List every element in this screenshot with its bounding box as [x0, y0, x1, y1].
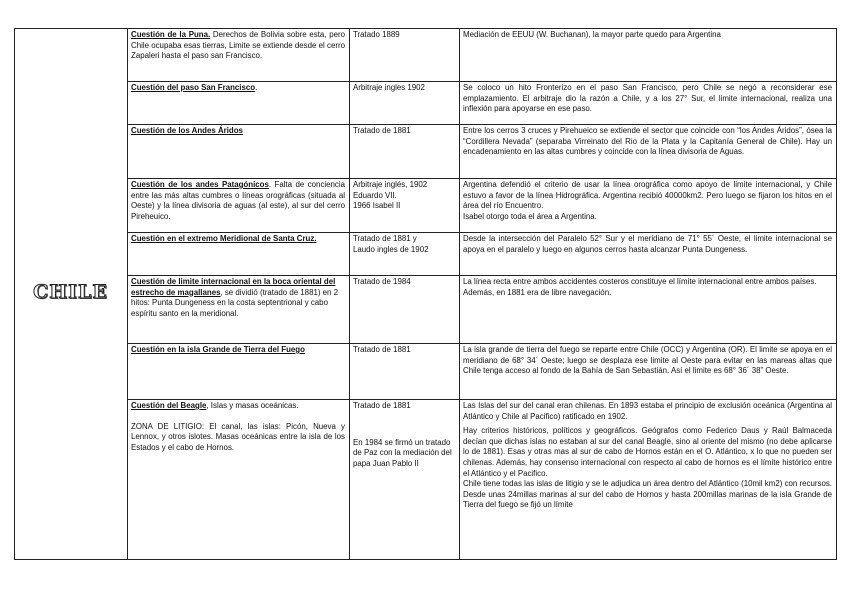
treaty-cell: [350, 29, 460, 82]
detail-text: Las Islas del sur del canal eran chilenas. En 1893 estaba el principio de exclusión oceánica (Argentina al Atlántico y Chile al Pacifico) ratificado en 1902.: [463, 401, 832, 421]
topic-description: .: [255, 83, 258, 92]
topic-title: Cuestión en la isla Grande de Tierra del Fuego: [131, 345, 305, 354]
treaty-line: Eduardo VII.: [353, 190, 397, 200]
topic-cell: [128, 29, 350, 82]
treaty-text: Tratado de 1881: [353, 126, 411, 135]
treaty-text: Tratado de 1881: [353, 345, 411, 354]
detail-text: Entre los cerros 3 cruces y Pirehueico se extiende el sector que coincide con “los Andes Áridos”, ósea la “Cordillera Nevada” (separaba Virreinato del Rio de la Plata y la Capitanía General de Chile). Hay un encadenamiento en las altas cumbres y coincide con la línea divisoria de Aguas.: [463, 126, 832, 157]
table-row: [15, 179, 837, 233]
topic-title: Cuestión del Beagle: [131, 401, 207, 410]
topic-title: Cuestión de limite internacional en la boca oriental del estrecho de magallanes: [131, 277, 336, 297]
treaty-text: Tratado de 1984: [353, 277, 411, 286]
treaty-cell: [350, 125, 460, 179]
topic-cell: [128, 125, 350, 179]
peace-treaty-text: En 1984 se firmó un tratado de Paz con la mediación del papa Juan Pablo II: [353, 437, 452, 468]
table-row: [15, 276, 837, 344]
detail-text: Argentina defendió el criterio de usar la línea orográfica como apoyo de limite internacional, y Chile estuvo a favor de la línea Hidrográfica. Argentina recibió 40000km2. Pero luego se fijaron los hitos en el área del río Encuentro.: [463, 180, 832, 211]
treaty-cell: [350, 400, 460, 560]
topic-title: Cuestión del paso San Francisco: [131, 83, 256, 92]
topic-description: . Falta de conciencia entre las más altas cumbres o líneas orográficas (situada al Oeste) y la línea divisoria de aguas (al este), al sur del cerro Pireheuico.: [131, 180, 346, 221]
detail-text: Mediación de EEUU (W. Buchanan), la mayor parte quedo para Argentina: [463, 30, 721, 39]
treaty-line: Tratado de 1881 y: [353, 234, 417, 243]
topic-cell: [128, 179, 350, 233]
detail-text: La isla grande de tierra del fuego se reparte entre Chile (OCC) y Argentina (OR). El limite se apoya en el meridiano de 68° 34´ Oeste; luego se desplaza ese limite al Oeste para evitar en las mareas altas que Chile tenga acceso al fondo de la Bahía de San Sebastián. Así el limite es 68° 36´ 38” Oeste.: [463, 345, 832, 376]
detail-cell: [460, 276, 837, 344]
detail-text: Isabel otorgo toda el área a Argentina.: [463, 211, 597, 221]
table-row: [15, 233, 837, 276]
treaty-text: Arbitraje ingles 1902: [353, 83, 425, 92]
topic-description: Derechos de Bolivia sobre esta, pero Chile ocupaba esas tierras, Limite se extiende desde el cerro Zapaleri hasta el paso san Francisco.: [131, 30, 345, 61]
detail-cell: [460, 29, 837, 82]
topic-cell: [128, 400, 350, 560]
treaty-line: Arbitraje inglés, 1902: [353, 180, 428, 189]
topic-description: , Islas y masas oceánicas.: [206, 401, 299, 410]
treaty-cell: [350, 276, 460, 344]
topic-cell: [128, 276, 350, 344]
country-cell: [15, 29, 128, 560]
topic-description: , se dividió (tratado de 1881) en 2 hitos: Punta Dungeness en la costa septentrional y cabo espíritu santo en la meridional.: [131, 287, 339, 318]
table-row: [15, 125, 837, 179]
topic-title: Cuestión de la Puna.: [131, 30, 211, 39]
country-label: CHILE: [33, 280, 108, 303]
table-row: [15, 29, 837, 82]
detail-cell: [460, 125, 837, 179]
detail-text: Hay criterios históricos, políticos y geográficos. Geógrafos como Federico Daus y Raúl Balmaceda decían que dichas islas no estaban al sur del canal Beagle, sino al oriente del mismo (no debe aplicarse lo de 1881). Esas y otras mas al sur de cabo de Hornos están en el O. Atlántico, x lo que no pueden ser chilenas. Además, hay consenso internacional con respecto al cabo de hornos es el límite histórico entre el Atlántico y el Pacifico.: [463, 426, 832, 478]
topic-cell: [128, 82, 350, 125]
treaty-text: Tratado 1889: [353, 30, 400, 39]
treaty-text: Tratado de 1881: [353, 401, 411, 410]
topic-title: Cuestión de los andes Patagónicos: [131, 180, 269, 189]
treaty-line: Laudo ingles de 1902: [353, 244, 429, 254]
detail-cell: [460, 179, 837, 233]
litigation-zone-text: ZONA DE LITIGIO: El canal, las islas: Picón, Nueva y Lennox, y otros islotes. Masas oceánicas entre la isla de los Estados y el cabo de Hornos.: [131, 421, 345, 452]
topic-title: Cuestión en el extremo Meridional de Santa Cruz.: [131, 234, 317, 243]
detail-text: La línea recta entre ambos accidentes costeros constituye el límite internacional entre ambos países. Además, en 1881 era de libre navegación.: [463, 277, 817, 297]
treaty-cell: [350, 233, 460, 276]
border-disputes-table: [14, 28, 837, 560]
topic-cell: [128, 344, 350, 400]
table-row: [15, 82, 837, 125]
treaty-cell: [350, 179, 460, 233]
treaty-cell: [350, 344, 460, 400]
detail-text: Desde la intersección del Paralelo 52° Sur y el meridiano de 71° 55´ Oeste, el limite internacional se apoya en el paralelo y luego en algunos cerros hasta alcanzar Punta Dungeness.: [463, 234, 832, 254]
detail-text: Se coloco un hito Fronterizo en el paso San Francisco, pero Chile se negó a reconsiderar ese emplazamiento. El arbitraje dio la razón a Chile, y a los 27° Sur, el limite internacional, realiza una inflexión para apoyarse en ese paso.: [463, 83, 832, 114]
topic-cell: [128, 233, 350, 276]
topic-title: Cuestión de los Andes Áridos: [131, 126, 243, 135]
detail-cell: [460, 233, 837, 276]
treaty-line: 1966 Isabel II: [353, 201, 401, 211]
detail-cell: [460, 82, 837, 125]
detail-text: Chile tiene todas las islas de litigio y se le adjudica un área dentro del Atlántico (10mil km2) con recursos. Desde unas 24millas marinas al sur del cabo de Hornos y hasta 200millas marinas de la isla Grande de Tierra del fuego se fijó un límite: [463, 479, 832, 510]
treaty-cell: [350, 82, 460, 125]
detail-cell: [460, 344, 837, 400]
table-row: [15, 344, 837, 400]
table-row: [15, 400, 837, 560]
detail-cell: [460, 400, 837, 560]
